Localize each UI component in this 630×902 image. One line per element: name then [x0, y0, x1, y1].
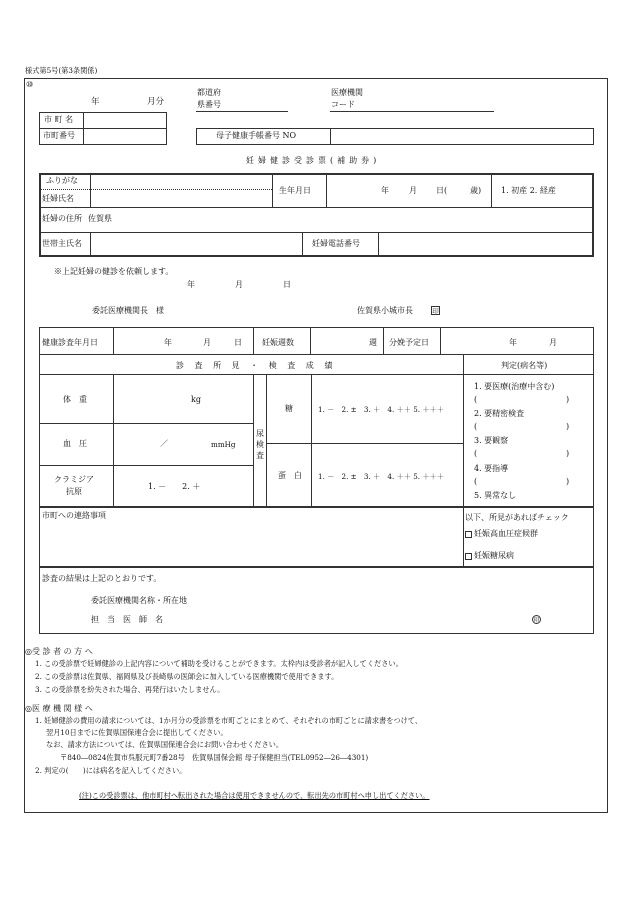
weeks-unit: 週 — [369, 338, 377, 347]
check-diabetes-label: 妊娠糖尿病 — [474, 551, 514, 560]
address-value: 佐賀県 — [88, 214, 112, 223]
due-year: 年 — [509, 338, 517, 347]
address-label: 妊婦の住所 — [42, 214, 82, 223]
examinee-note-1: 1. この受診票で妊婦健診の上記内容について補助を受けることができます。太枠内は受診者が記入してください。 — [35, 659, 403, 668]
inst-code-label-2: コード — [331, 100, 355, 109]
patient-row-line-2 — [40, 232, 593, 233]
institution-note-4: 〒840―0824佐賀市呉服元町7番28号 佐賀県国保会館 母子保健担当(TEL0952―26―4301) — [60, 753, 369, 762]
examinee-note-3: 3. この受診票を紛失された場合、再発行はいたしません。 — [35, 685, 225, 694]
exam-vd-3 — [310, 327, 311, 354]
bp-unit: mmHg — [211, 440, 236, 449]
check-diabetes-box[interactable] — [465, 553, 472, 560]
chlamydia-label-2: 抗原 — [66, 487, 82, 496]
judgment-2: 2. 要精密検査 — [474, 409, 525, 418]
mayor-name: 佐賀県小城市長 — [357, 306, 413, 315]
municipality-vdivider — [83, 112, 84, 145]
exam-vd-2 — [253, 327, 254, 354]
examinee-note-2: 2. この受診票は佐賀県、福岡県及び長崎県の医師会に加入している医療機関で使用できます。 — [35, 672, 339, 681]
judgment-3-open: ( — [474, 449, 478, 458]
contact-vdivider — [463, 507, 464, 567]
handbook-no-label: 母子健康手帳番号 NO — [216, 131, 297, 140]
contact-label: 市町への連絡事項 — [42, 511, 106, 520]
protein-options: 1. － 2. ± 3. ＋ 4. ＋＋ 5. ＋＋＋ — [318, 472, 444, 481]
birth-month: 月 — [409, 186, 417, 195]
judgment-2-close: ) — [566, 422, 570, 431]
number-badge: ⑩ — [26, 80, 34, 89]
judgment-header: 判定(病名等) — [501, 361, 548, 370]
phone-label: 妊婦電話番号 — [312, 239, 360, 248]
request-year: 年 — [187, 280, 195, 289]
birth-vdivider-2 — [326, 174, 327, 207]
householder-vdivider — [90, 232, 91, 256]
exam-month: 月 — [203, 338, 211, 347]
bp-line — [39, 465, 253, 466]
municipality-divider — [39, 128, 167, 129]
request-note: ※上記妊婦の健診を依頼します。 — [54, 267, 174, 276]
sugar-vdivider — [311, 374, 312, 507]
findings-vd-1 — [113, 374, 114, 507]
header-month: 月分 — [147, 97, 165, 107]
judgment-1-close: ) — [566, 395, 570, 404]
institution-note-3: なお、請求方法については、佐賀県国保連合会にお問い合わせください。 — [46, 740, 284, 749]
name-vdivider — [90, 174, 91, 207]
judgment-4: 4. 要指導 — [474, 464, 509, 473]
furigana-label: ふりがな — [46, 176, 78, 185]
exam-date-label: 健康診査年月日 — [42, 338, 98, 347]
chlamydia-options: 1. － 2. ＋ — [148, 482, 201, 491]
phone-vdivider-2 — [378, 232, 379, 256]
exam-vd-4 — [383, 327, 384, 354]
birth-day-age: 日( — [436, 186, 448, 195]
municipality-no-label: 市町番号 — [43, 131, 75, 140]
patient-row-line-1 — [40, 207, 593, 208]
institution-label: 委託医療機関名称・所在地 — [91, 596, 187, 605]
judgment-5: 5. 異常なし — [474, 491, 517, 500]
due-date-label: 分娩予定日 — [389, 338, 429, 347]
institution-note-1: 1. 妊婦健診の費用の請求については、1か月分の受診票を市町ごとにまとめて、それぞれの市町ごとに請求書をつけて、 — [35, 716, 423, 725]
form-number: 様式第5号(第3条関係) — [25, 66, 98, 75]
institution-note-2: 翌月10日までに佐賀県国保連合会に提出してください。 — [46, 728, 228, 737]
institution-note-5: 2. 判定の( )には病名を記入してください。 — [35, 766, 187, 775]
mayor-seal: 印 — [432, 307, 439, 315]
judgment-4-open: ( — [474, 477, 478, 486]
judgment-4-close: ) — [566, 477, 570, 486]
institution-heading: ◎医 療 機 関 様 へ — [25, 704, 93, 713]
weight-label: 体 重 — [63, 395, 87, 404]
exam-header-line-bottom — [39, 374, 594, 375]
exam-vd-1 — [113, 327, 114, 354]
chlamydia-label-1: クラミジア — [54, 475, 94, 484]
check-hypertension-label: 妊娠高血圧症候群 — [474, 529, 538, 538]
doctor-seal: 印 — [533, 617, 540, 624]
weight-line — [39, 423, 253, 424]
parity-vdivider — [491, 174, 492, 207]
birthdate-label: 生年月日 — [279, 186, 311, 195]
birth-age-close: 歳) — [470, 186, 482, 195]
name-label: 妊婦氏名 — [42, 194, 74, 203]
birth-vdivider-1 — [272, 174, 273, 207]
doctor-label: 担 当 医 師 名 — [91, 615, 163, 624]
judgment-1-open: ( — [474, 395, 478, 404]
parity-options: 1. 初産 2. 経産 — [501, 186, 556, 195]
exam-header-line-top — [39, 354, 594, 355]
judgment-2-open: ( — [474, 422, 478, 431]
householder-label: 世帯主氏名 — [42, 239, 82, 248]
weight-unit: kg — [191, 395, 201, 404]
due-month: 月 — [549, 338, 557, 347]
urine-vdivider — [266, 374, 267, 507]
handbook-vdivider — [330, 128, 331, 145]
pref-code-label-1: 都道府 — [197, 88, 221, 97]
judgment-3: 3. 要観察 — [474, 436, 509, 445]
bp-separator: ／ — [160, 439, 168, 448]
bp-label: 血 圧 — [63, 439, 87, 448]
check-hypertension-box[interactable] — [465, 531, 472, 538]
result-text: 診査の結果は上記のとおりです。 — [42, 574, 162, 583]
request-day: 日 — [283, 280, 291, 289]
urine-label: 尿検査 — [256, 429, 264, 460]
sugar-line — [266, 443, 463, 444]
judgment-vdivider — [463, 354, 464, 507]
exam-vd-5 — [440, 327, 441, 354]
municipality-label: 市 町 名 — [44, 115, 74, 124]
judgment-3-close: ) — [566, 449, 570, 458]
request-month: 月 — [235, 280, 243, 289]
inst-code-line — [330, 111, 494, 112]
judgment-1: 1. 要医療(治療中含む) — [474, 382, 555, 391]
check-header: 以下、所見があればチェック — [465, 513, 569, 522]
protein-label: 蛋 白 — [278, 471, 302, 480]
footer-note: (注)この受診票は、他市町村へ転出された場合は使用できませんので、転出先の市町村へ申し出てください。 — [79, 791, 430, 800]
pref-code-label-2: 県番号 — [197, 100, 221, 109]
exam-day: 日 — [234, 338, 242, 347]
pref-code-line — [196, 111, 288, 112]
header-year: 年 — [91, 97, 100, 107]
inst-code-label-1: 医療機関 — [331, 88, 363, 97]
exam-year: 年 — [164, 338, 172, 347]
examinee-heading: ◎受 診 者 の 方 へ — [25, 647, 93, 656]
furigana-dotted — [40, 189, 272, 190]
sugar-label: 糖 — [285, 404, 293, 413]
phone-vdivider-1 — [302, 232, 303, 256]
sugar-options: 1. － 2. ± 3. ＋ 4. ＋＋ 5. ＋＋＋ — [318, 405, 444, 414]
birth-year: 年 — [381, 186, 389, 195]
weeks-label: 妊娠週数 — [262, 338, 294, 347]
entrusted-addressee: 委託医療機関長 様 — [92, 306, 164, 315]
form-title: 妊婦健診受診票(補助券) — [246, 156, 381, 165]
findings-header: 診 査 所 見 ・ 検 査 成 績 — [176, 361, 337, 370]
